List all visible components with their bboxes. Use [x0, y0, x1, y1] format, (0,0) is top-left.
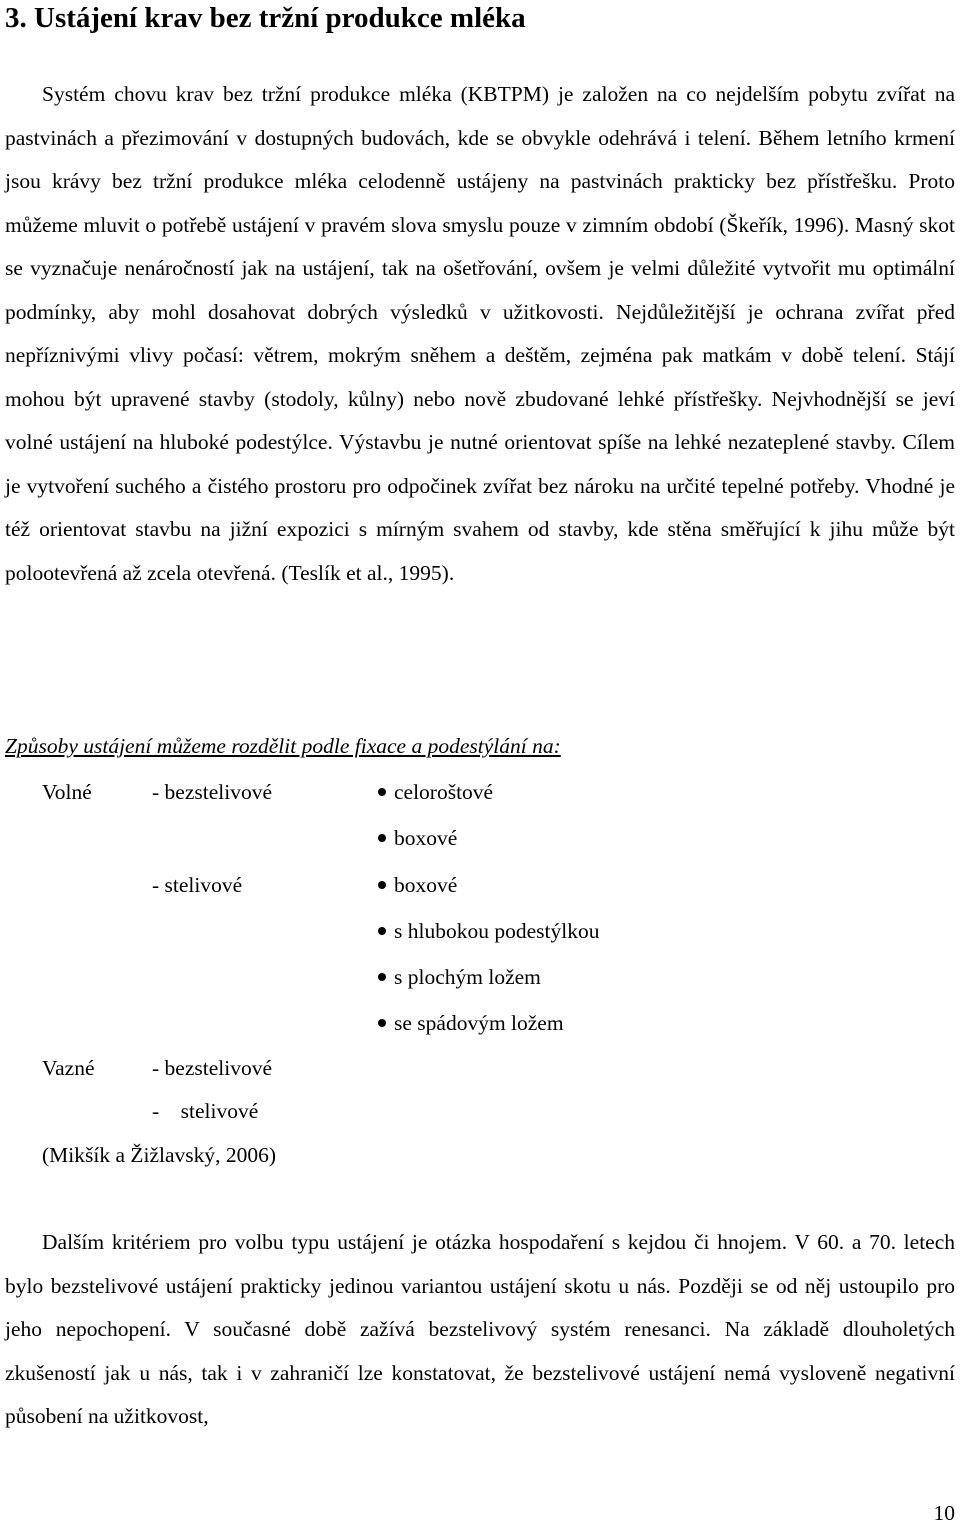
list-item: se spádovým ložem [394, 1011, 564, 1035]
body-paragraph-1: Systém chovu krav bez tržní produkce mléka (KBTPM) je založen na co nejdelším pobytu zvířat na pastvinách a přezimování v dostupných budovách, kde se obvykle odehrává i telení. Během letního krmení jsou krávy bez tržní produkce mléka celodenně ustájeny na pastvinách prakticky bez přístřešku. Proto můžeme mluvit o potřebě ustájení v pravém slova smyslu pouze v zimním období (Škeřík, 1996). Masný skot se vyznačuje nenáročností jak na ustájení, tak na ošetřování, ovšem je velmi důležité vytvořit mu optimální podmínky, aby mohl dosahovat dobrých výsledků v užitkovosti. Nejdůležitější je ochrana zvířat před nepříznivými vlivy počasí: větrem, mokrým sněhem a deštěm, zejména pak matkám v době telení. Stájí mohou být upravené stavby (stodoly, kůlny) nebo nově zbudované lehké přístřešky. Nejvhodnější se jeví volné ustájení na hluboké podestýlce. Výstavbu je nutné orientovat spíše na lehké nezateplené stavby. Cílem je vytvoření suchého a čistého prostoru pro odpočinek zvířat bez nároku na určité tepelné potřeby. Vhodné je též orientovat stavbu na jižní expozici s mírným svahem od stavby, kde stěna směřující k jihu může být polootevřená až zcela otevřená. (Teslík et al., 1995). [5, 82, 955, 585]
bullet-icon [378, 927, 386, 935]
page-number: 10 [933, 1501, 955, 1525]
list-item: celoroštové [394, 780, 494, 804]
bullet-icon [378, 834, 386, 842]
volne-stelivove: - stelivové [152, 873, 243, 897]
chapter-heading: 3. Ustájení krav bez tržní produkce mléka [5, 2, 526, 34]
citation: (Mikšík a Žižlavský, 2006) [42, 1143, 277, 1167]
list-item: s hlubokou podestýlkou [394, 919, 600, 943]
bullet-icon [378, 973, 386, 981]
volne-bezstelivove: - bezstelivové [152, 780, 272, 804]
vazne-stelivove: - stelivové [152, 1099, 259, 1123]
vazne-bezstelivove: - bezstelivové [152, 1056, 272, 1080]
classification-subheading: Způsoby ustájení můžeme rozdělit podle fixace a podestýlání na: [5, 734, 561, 758]
bullet-icon [378, 881, 386, 889]
body-paragraph-2: Dalším kritériem pro volbu typu ustájení je otázka hospodaření s kejdou či hnojem. V 60. a 70. letech bylo bezstelivové ustájení prakticky jedinou variantou ustájení skotu u nás. Později se od něj ustoupilo pro jeho nepochopení. V současné době zažívá bezstelivový systém renesanci. Na základě dlouholetých zkušeností jak u nás, tak i v zahraničí lze konstatovat, že bezstelivové ustájení nemá vysloveně negativní působení na užitkovost, [5, 1230, 955, 1428]
volne-label: Volné [42, 780, 92, 804]
list-item: boxové [394, 826, 458, 850]
vazne-label: Vazné [42, 1056, 95, 1080]
bullet-icon [378, 788, 386, 796]
list-item: s plochým ložem [394, 965, 541, 989]
bullet-icon [378, 1019, 386, 1027]
list-item: boxové [394, 873, 458, 897]
